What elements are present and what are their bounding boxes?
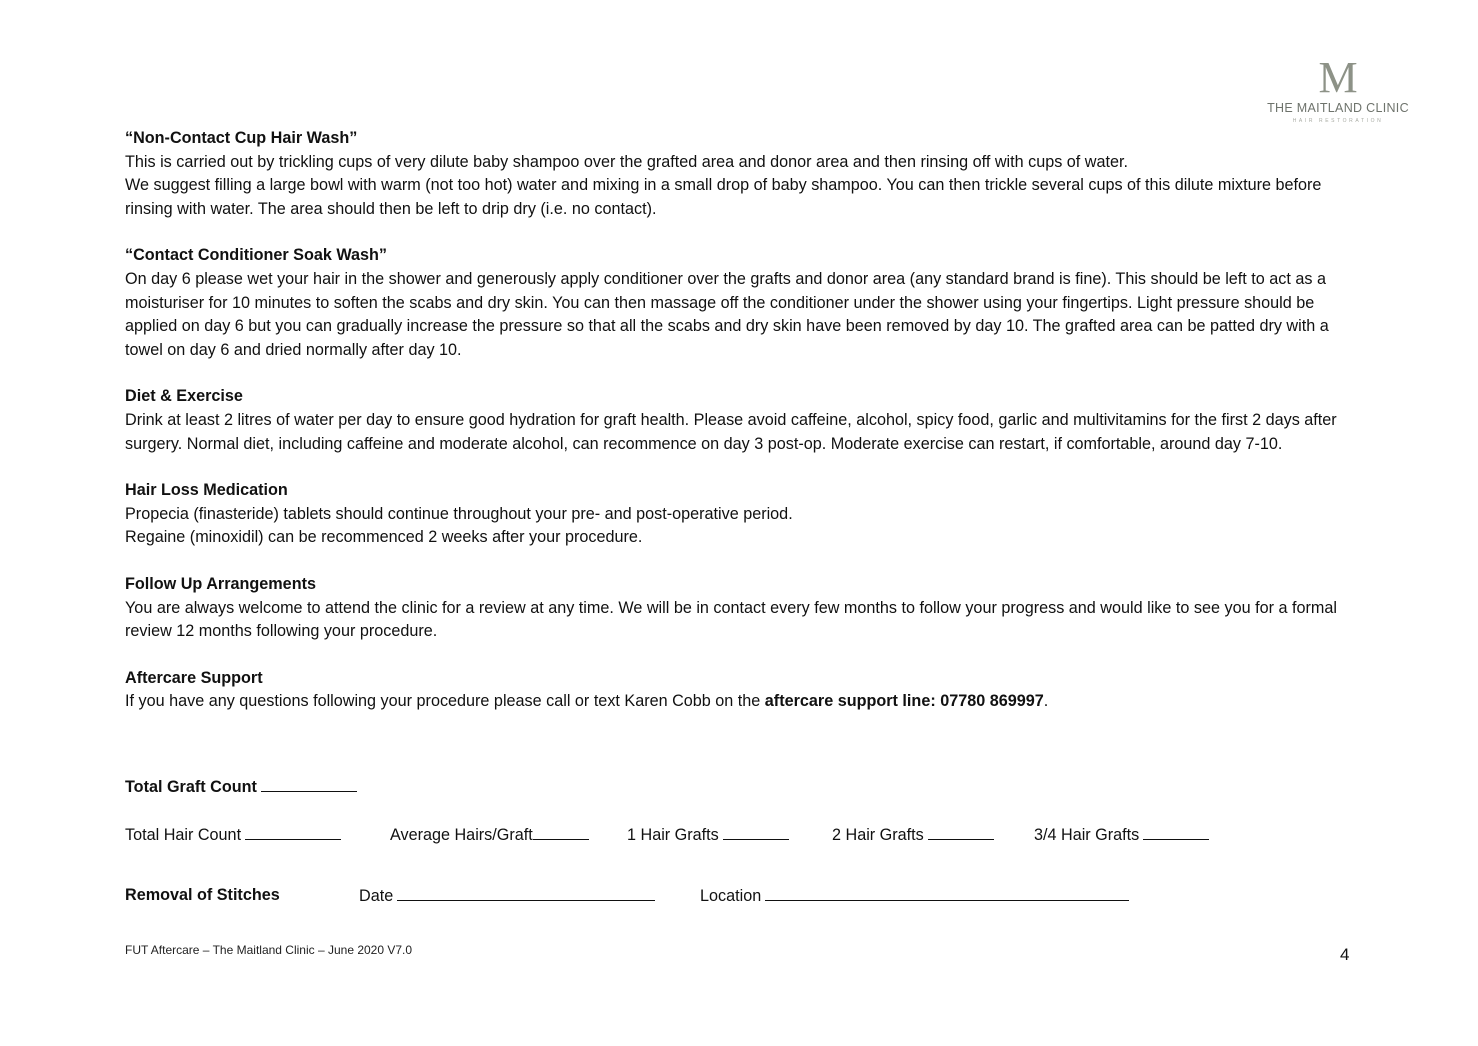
two-hair-grafts-field[interactable] bbox=[832, 823, 994, 846]
clinic-logo bbox=[1262, 53, 1414, 124]
aftercare-text: If you have any questions following your procedure please call or text Karen Cobb on the bbox=[125, 692, 765, 711]
section-contact-conditioner-wash bbox=[125, 244, 1360, 362]
total-graft-count-field[interactable] bbox=[125, 775, 357, 798]
aftercare-phone-line: aftercare support line: 07780 869997 bbox=[764, 692, 1044, 711]
field-blank[interactable] bbox=[245, 823, 341, 840]
section-title: Aftercare Support bbox=[125, 668, 263, 687]
field-blank[interactable] bbox=[261, 775, 357, 792]
section-paragraph: On day 6 please wet your hair in the shower and generously apply conditioner over the grafts and donor area (any standard brand is fine). This should be left to act as a moisturiser for 10 minutes to soften the scabs and dry skin. You can then massage off the conditioner under the shower using your fingertips. Light pressure should be applied on day 6 but you can gradually increase the pressure so that all the scabs and dry skin have been removed by day 10. The grafted area can be patted dry with a towel on day 6 and dried normally after day 10. bbox=[125, 269, 1329, 359]
document-body bbox=[125, 127, 1360, 737]
section-paragraph: Regaine (minoxidil) can be recommenced 2 weeks after your procedure. bbox=[125, 528, 643, 547]
section-paragraph: We suggest filling a large bowl with warm (not too hot) water and mixing in a small drop of baby shampoo. You can then trickle several cups of this dilute mixture before rinsing with water. The area should then be left to drip dry (i.e. no contact). bbox=[125, 176, 1322, 218]
field-label: Average Hairs/Graft bbox=[390, 826, 533, 844]
aftercare-text-end: . bbox=[1043, 692, 1049, 711]
logo-name: THE MAITLAND CLINIC bbox=[1267, 101, 1409, 115]
field-label: 1 Hair Grafts bbox=[627, 826, 719, 844]
section-diet-exercise bbox=[125, 385, 1360, 456]
section-non-contact-wash bbox=[125, 127, 1360, 221]
field-blank[interactable] bbox=[723, 823, 789, 840]
section-title: Hair Loss Medication bbox=[125, 481, 288, 500]
section-aftercare-support bbox=[125, 667, 1360, 714]
section-follow-up bbox=[125, 573, 1360, 644]
section-paragraph bbox=[125, 690, 1360, 714]
field-label: 2 Hair Grafts bbox=[832, 826, 924, 844]
stitches-location-field[interactable] bbox=[700, 884, 1129, 907]
field-blank[interactable] bbox=[765, 884, 1129, 901]
document-footer: FUT Aftercare – The Maitland Clinic – June 2020 V7.0 bbox=[125, 943, 413, 957]
section-paragraph: This is carried out by trickling cups of very dilute baby shampoo over the grafted area and donor area and then rinsing off with cups of water. bbox=[125, 152, 1128, 171]
field-blank[interactable] bbox=[1143, 823, 1209, 840]
field-blank[interactable] bbox=[397, 884, 655, 901]
field-label: 3/4 Hair Grafts bbox=[1034, 826, 1140, 844]
section-paragraph: Propecia (finasteride) tablets should continue throughout your pre- and post-operative period. bbox=[125, 504, 793, 523]
section-title: “Contact Conditioner Soak Wash” bbox=[125, 246, 388, 265]
field-label: Total Hair Count bbox=[125, 826, 242, 844]
section-paragraph: You are always welcome to attend the clinic for a review at any time. We will be in contact every few months to follow your progress and would like to see you for a formal review 12 months following your procedure. bbox=[125, 598, 1337, 641]
field-label: Total Graft Count bbox=[125, 778, 257, 796]
field-label: Location bbox=[700, 887, 762, 905]
three-four-hair-grafts-field[interactable] bbox=[1034, 823, 1209, 846]
field-label: Date bbox=[359, 887, 394, 905]
page-number: 4 bbox=[1340, 945, 1350, 964]
total-hair-count-field[interactable] bbox=[125, 823, 341, 846]
average-hairs-graft-field[interactable] bbox=[390, 823, 589, 846]
section-title: Follow Up Arrangements bbox=[125, 574, 316, 593]
section-title: “Non-Contact Cup Hair Wash” bbox=[125, 129, 358, 147]
field-blank[interactable] bbox=[533, 823, 589, 840]
logo-mark: M bbox=[1318, 53, 1358, 102]
section-title: Diet & Exercise bbox=[125, 387, 243, 406]
stitches-date-field[interactable] bbox=[359, 884, 655, 907]
logo-tagline: HAIR RESTORATION bbox=[1292, 118, 1384, 124]
section-hair-loss-medication bbox=[125, 479, 1360, 550]
field-blank[interactable] bbox=[928, 823, 994, 840]
one-hair-grafts-field[interactable] bbox=[627, 823, 789, 846]
section-paragraph: Drink at least 2 litres of water per day to ensure good hydration for graft health. Please avoid caffeine, alcohol, spicy food, garlic and multivitamins for the first 2 days after surgery. Normal diet, including caffeine and moderate alcohol, can recommence on day 3 post-op. Moderate exercise can restart, if comfortable, around day 7-10. bbox=[125, 410, 1337, 453]
removal-of-stitches-label: Removal of Stitches bbox=[125, 886, 280, 904]
